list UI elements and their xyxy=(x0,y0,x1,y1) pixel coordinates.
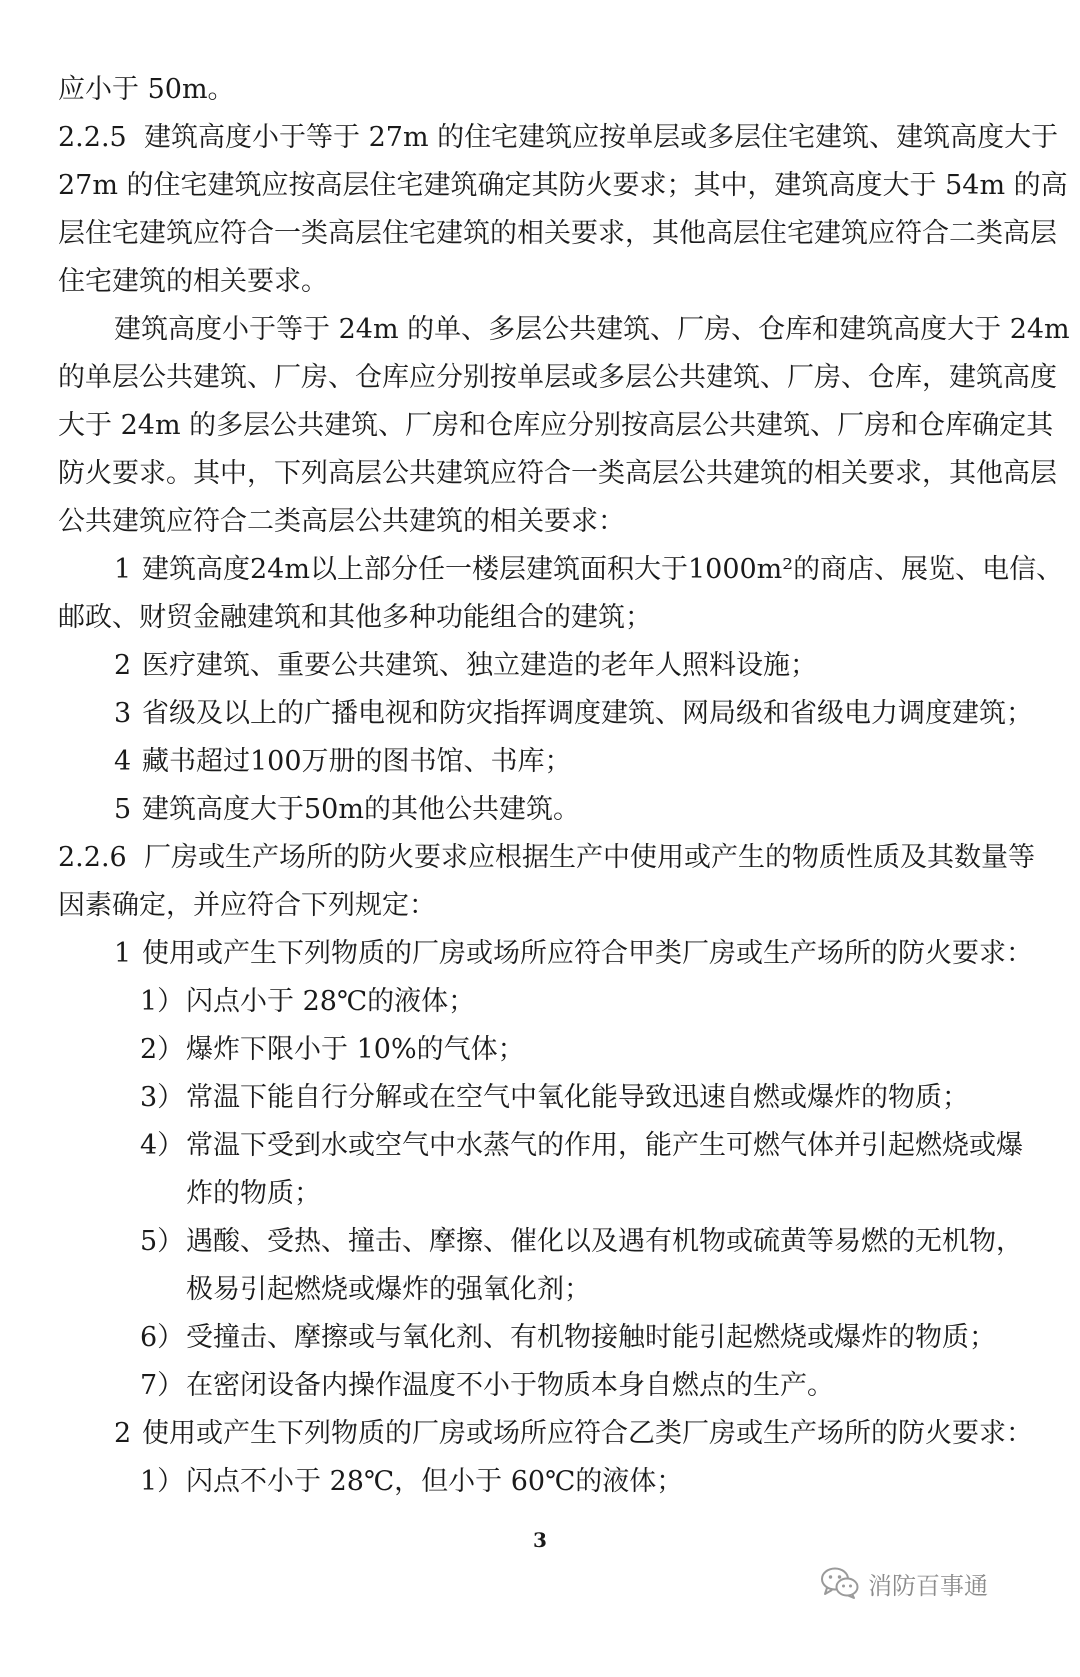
list-item: 2 医疗建筑、重要公共建筑、独立建造的老年人照料设施； xyxy=(58,646,1018,686)
sub-item: 4）常温下受到水或空气中水蒸气的作用，能产生可燃气体并引起燃烧或爆 xyxy=(58,1126,1018,1166)
item-number: 4 xyxy=(114,746,132,777)
item-number: 2 xyxy=(114,1418,132,1449)
page-number: 3 xyxy=(533,1528,547,1552)
paragraph-start: 建筑高度小于等于 24m 的单、多层公共建筑、厂房、仓库和建筑高度大于 24m xyxy=(114,314,1070,345)
clause-number: 2.2.5 xyxy=(58,122,127,153)
item-number: 5 xyxy=(114,794,132,825)
clause-number: 2.2.6 xyxy=(58,842,127,873)
sub-item: 2）爆炸下限小于 10%的气体； xyxy=(58,1030,1018,1070)
wechat-icon xyxy=(820,1566,860,1600)
sub-item-number: 6） xyxy=(140,1322,185,1353)
text-line: 27m 的住宅建筑应按高层住宅建筑确定其防火要求；其中，建筑高度大于 54m 的高 xyxy=(58,170,1068,201)
watermark-label: 消防百事通 xyxy=(868,1571,988,1600)
sub-item: 1）闪点不小于 28℃，但小于 60℃的液体； xyxy=(58,1462,1018,1502)
sub-item-number: 3） xyxy=(140,1082,185,1113)
sub-item: 3）常温下能自行分解或在空气中氧化能导致迅速自燃或爆炸的物质； xyxy=(58,1078,1018,1118)
sub-item: 1）闪点小于 28℃的液体； xyxy=(58,982,1018,1022)
list-item: 4 藏书超过100万册的图书馆、书库； xyxy=(58,742,1018,782)
sub-item-number: 7） xyxy=(140,1370,185,1401)
text-line: 邮政、财贸金融建筑和其他多种功能组合的建筑； xyxy=(58,602,652,633)
sub-item: 7）在密闭设备内操作温度不小于物质本身自燃点的生产。 xyxy=(58,1366,1018,1406)
item-number: 3 xyxy=(114,698,132,729)
item-number: 2 xyxy=(114,650,132,681)
list-item: 5 建筑高度大于50m的其他公共建筑。 xyxy=(58,790,1018,830)
text-line: 防火要求。其中，下列高层公共建筑应符合一类高层公共建筑的相关要求，其他高层 xyxy=(58,458,1057,489)
item-number: 1 xyxy=(114,554,132,585)
sub-item-number: 5） xyxy=(140,1226,185,1257)
text-line: 公共建筑应符合二类高层公共建筑的相关要求： xyxy=(58,506,625,537)
sub-item-number: 1） xyxy=(140,1466,185,1497)
text-line: 层住宅建筑应符合一类高层住宅建筑的相关要求，其他高层住宅建筑应符合二类高层 xyxy=(58,218,1057,249)
text-line: 大于 24m 的多层公共建筑、厂房和仓库应分别按高层公共建筑、厂房和仓库确定其 xyxy=(58,410,1054,441)
list-item: 3 省级及以上的广播电视和防灾指挥调度建筑、网局级和省级电力调度建筑； xyxy=(58,694,1018,734)
list-item: 1 使用或产生下列物质的厂房或场所应符合甲类厂房或生产场所的防火要求： xyxy=(58,934,1018,974)
list-item: 1 建筑高度24m以上部分任一楼层建筑面积大于1000m²的商店、展览、电信、 xyxy=(58,550,1018,590)
sub-item-number: 1） xyxy=(140,986,185,1017)
watermark xyxy=(820,1558,988,1608)
sub-item-number: 4） xyxy=(140,1130,185,1161)
text-line: 住宅建筑的相关要求。 xyxy=(58,266,328,297)
sub-item: 6）受撞击、摩擦或与氧化剂、有机物接触时能引起燃烧或爆炸的物质； xyxy=(58,1318,1018,1358)
sub-item: 5）遇酸、受热、撞击、摩擦、催化以及遇有机物或硫黄等易燃的无机物， xyxy=(58,1222,1018,1262)
text-line: 的单层公共建筑、厂房、仓库应分别按单层或多层公共建筑、厂房、仓库，建筑高度 xyxy=(58,362,1057,393)
text-line: 炸的物质； xyxy=(186,1178,321,1209)
text-line: 因素确定，并应符合下列规定： xyxy=(58,890,436,921)
clause-2-2-6: 2.2.6 厂房或生产场所的防火要求应根据生产中使用或产生的物质性质及其数量等 xyxy=(58,838,1018,878)
text-line: 应小于 50m。 xyxy=(58,74,235,105)
item-number: 1 xyxy=(114,938,132,969)
list-item: 2 使用或产生下列物质的厂房或场所应符合乙类厂房或生产场所的防火要求： xyxy=(58,1414,1018,1454)
sub-item-number: 2） xyxy=(140,1034,185,1065)
text-line: 极易引起燃烧或爆炸的强氧化剂； xyxy=(186,1274,591,1305)
clause-2-2-5: 2.2.5 建筑高度小于等于 27m 的住宅建筑应按单层或多层住宅建筑、建筑高度大于 xyxy=(58,118,1018,158)
